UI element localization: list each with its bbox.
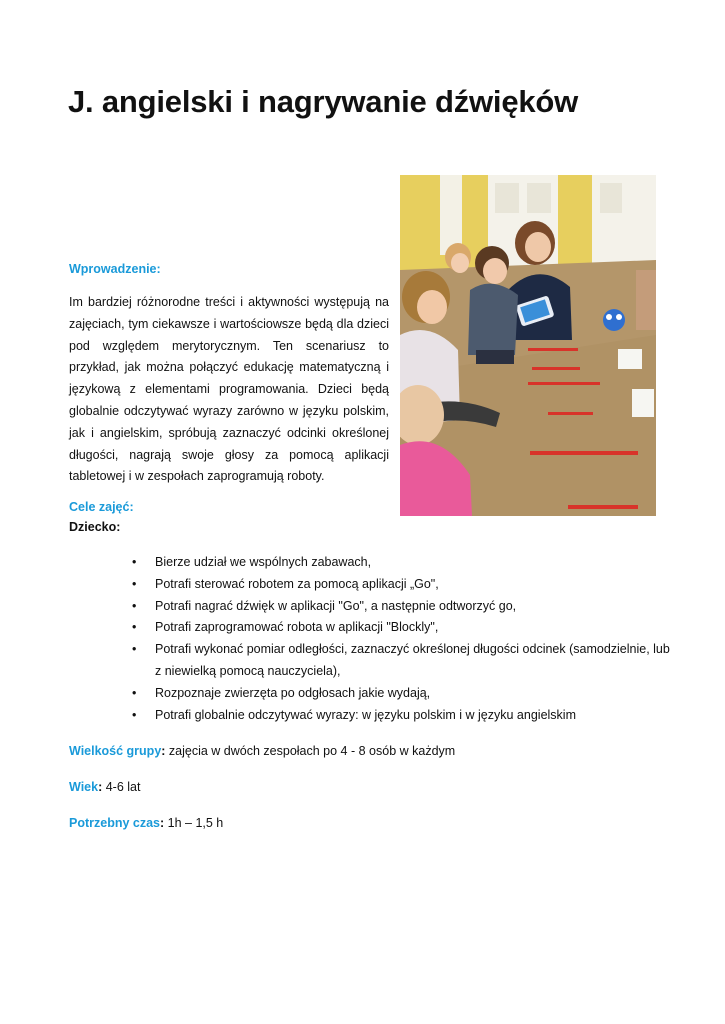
group-size-label: Wielkość grupy (69, 744, 162, 758)
bullet-icon: • (132, 598, 137, 613)
list-item: • Potrafi wykonać pomiar odległości, zaznaczyć określonej długości odcinek (samodzielnie, lub z niewielką pomocą nauczyciela), (132, 639, 672, 683)
bullet-icon: • (132, 620, 137, 635)
bullet-icon: • (132, 685, 137, 700)
age-line: Wiek: 4-6 lat (69, 780, 141, 794)
bullet-icon: • (132, 576, 137, 591)
age-label: Wiek (69, 780, 99, 794)
intro-heading: Wprowadzenie: (69, 262, 161, 276)
list-item: • Potrafi nagrać dźwięk w aplikacji "Go", a następnie odtworzyć go, (132, 596, 672, 618)
age-value: 4-6 lat (102, 780, 141, 794)
child-subheading: Dziecko: (69, 520, 121, 534)
time-line: Potrzebny czas: 1h – 1,5 h (69, 816, 224, 830)
list-item: • Bierze udział we wspólnych zabawach, (132, 552, 672, 574)
time-value: 1h – 1,5 h (164, 816, 224, 830)
classroom-photo (400, 175, 656, 516)
goals-list (132, 552, 672, 726)
bullet-icon: • (132, 642, 137, 657)
goals-heading: Cele zajęć: (69, 500, 134, 514)
list-item: • Rozpoznaje zwierzęta po odgłosach jakie wydają, (132, 683, 672, 705)
group-size-value: zajęcia w dwóch zespołach po 4 - 8 osób w każdym (165, 744, 456, 758)
list-item: • Potrafi zaprogramować robota w aplikacji "Blockly", (132, 617, 672, 639)
intro-paragraph: Im bardziej różnorodne treści i aktywności występują na zajęciach, tym ciekawsze i wartościowsze będą dla dzieci pod względem merytorycznym. Ten scenariusz to przykład, jak można połączyć edukację matematyczną i językową z elementami programowania. Dzieci będą globalnie odczytywać wyrazy zarówno w języku polskim, jak i angielskim, spróbują zaznaczyć odcinki określonej długości, nagrają swoje głosy za pomocą aplikacji tabletowej i w zespołach zaprogramują roboty. (69, 295, 389, 484)
group-size-line: Wielkość grupy: zajęcia w dwóch zespołach po 4 - 8 osób w każdym (69, 744, 456, 758)
bullet-icon: • (132, 555, 137, 569)
list-item: • Potrafi globalnie odczytywać wyrazy: w języku polskim i w języku angielskim (132, 705, 672, 727)
bullet-icon: • (132, 707, 137, 722)
time-label: Potrzebny czas (69, 816, 161, 830)
page-title: J. angielski i nagrywanie dźwięków (68, 84, 579, 119)
list-item: • Potrafi sterować robotem za pomocą aplikacji „Go", (132, 574, 672, 596)
